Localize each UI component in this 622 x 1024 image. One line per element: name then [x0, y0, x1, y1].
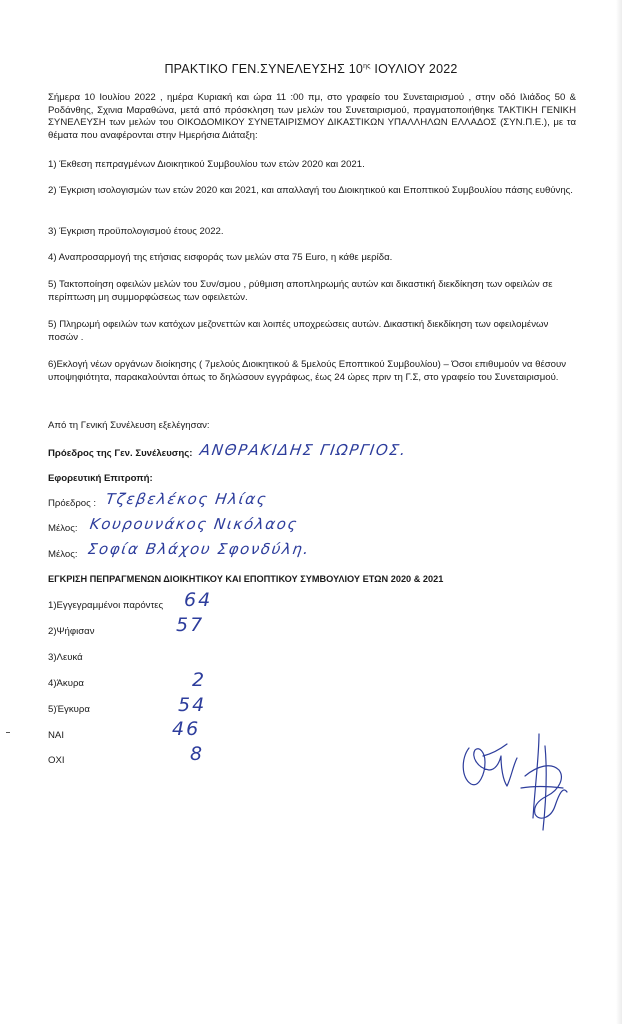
agenda-item-3: 3) Έγκριση προϋπολογισμού έτους 2022.: [48, 226, 224, 237]
vote-label-voted: 2)Ψήφισαν: [48, 626, 95, 637]
agenda-item-1: 1) Έκθεση πεπραγμένων Διοικητικού Συμβουλίου των ετών 2020 και 2021.: [48, 159, 365, 170]
vote-value-valid: 54: [178, 694, 207, 716]
vote-label-invalid: 4)Άκυρα: [48, 678, 84, 689]
vote-label-no: ΟΧΙ: [48, 755, 65, 766]
approval-heading: ΕΓΚΡΙΣΗ ΠΕΠΡΑΓΜΕΝΩΝ ΔΙΟΙΚΗΤΙΚΟΥ ΚΑΙ ΕΠΟΠΤΙΚΟΥ ΣΥΜΒΟΥΛΙΟΥ ΕΤΩΝ 2020 & 2021: [48, 574, 444, 584]
vote-value-no: 8: [190, 743, 205, 765]
title-superscript: ης: [363, 62, 371, 70]
committee-member-1-name-handwritten: Κουρουνάκος Νικόλαος: [88, 515, 300, 533]
committee-president-name-handwritten: Τζεβελέκος Ηλίας: [104, 490, 269, 508]
committee-member-2-name-handwritten: Σοφία Βλάχου Σφονδύλη.: [86, 540, 312, 558]
handwritten-signatures: [455, 726, 585, 836]
agenda-item-6: 6)Εκλογή νέων οργάνων διοίκησης ( 7μελούς Διοικητικού & 5μελούς Εποπτικού Συμβουλίου) – Όσοι επιθυμούν να θέσουν υποψηφιότητα, παρακαλούνται όπως το δηλώσουν εγγράφως, έως 24 ώρες πριν τη Γ.Σ, στο γραφείο του Συνεταιρισμού.: [48, 359, 567, 383]
vote-label-blank: 3)Λευκά: [48, 652, 83, 663]
vote-label-valid: 5)Έγκυρα: [48, 704, 90, 715]
margin-mark: [6, 732, 10, 733]
vote-value-yes: 46: [172, 718, 201, 740]
intro-paragraph: Σήμερα 10 Ιουλίου 2022 , ημέρα Κυριακή και ώρα 11 :00 πμ, στο γραφείο του Συνεταιρισμού , στην οδό Ιλιάδος 50 & Ροδάνθης, Σχινια Μαραθώνα, μετά από πρόσκληση των μελών του Συνεταιρισμού, πραγματοποιήθηκε ΤΑΚΤΙΚΗ ΓΕΝΙΚΗ ΣΥΝΕΛΕΥΣΗ των μελών του ΟΙΚΟΔΟΜΙΚΟΥ ΣΥΝΕΤΑΙΡΙΣΜΟΥ ΔΙΚΑΣΤΙΚΩΝ ΥΠΑΛΛΗΛΩΝ ΕΛΛΑΔΟΣ (ΣΥΝ.Π.Ε.), με τα θέματα που αναφέρονται στην Ημερήσια Διάταξη:: [48, 92, 576, 141]
vote-value-present: 64: [184, 589, 213, 611]
agenda-item-2: 2) Έγκριση ισολογισμών των ετών 2020 και 2021, και απαλλαγή του Διοικητικού και Εποπτικού Συμβουλίου πάσης ευθύνης.: [48, 185, 573, 196]
vote-value-voted: 57: [176, 614, 205, 636]
vote-label-present: 1)Εγγεγραμμένοι παρόντες: [48, 600, 164, 611]
agenda-item-5b: 5) Πληρωμή οφειλών των κατόχων μεζονεττών και λοιπές υποχρεώσεις αυτών. Δικαστική διεκδίκηση των οφειλομένων ποσών .: [48, 319, 549, 343]
elected-intro: Από τη Γενική Συνέλευση εξελέγησαν:: [48, 420, 210, 431]
document-title: [0, 62, 622, 76]
title-main: ΠΡΑΚΤΙΚΟ ΓΕΝ.ΣΥΝΕΛΕΥΣΗΣ 10: [164, 62, 364, 76]
committee-member-2-label: Μέλος:: [48, 549, 78, 560]
chair-name-handwritten: ΑΝΘΡΑΚΙΔΗΣ ΓΙΩΡΓΙΟΣ.: [198, 441, 409, 459]
vote-label-yes: ΝΑΙ: [48, 730, 64, 741]
chair-label: Πρόεδρος της Γεν. Συνέλευσης:: [48, 448, 193, 459]
committee-president-label: Πρόεδρος :: [48, 498, 97, 509]
agenda-item-4: 4) Αναπροσαρμογή της ετήσιας εισφοράς των μελών στα 75 Euro, η κάθε μερίδα.: [48, 252, 393, 263]
committee-member-1-label: Μέλος:: [48, 523, 78, 534]
vote-value-invalid: 2: [192, 669, 207, 691]
title-tail: ΙΟΥΛΙΟΥ 2022: [370, 62, 458, 76]
scan-edge-shadow: [616, 0, 622, 1024]
committee-heading: Εφορευτική Επιτροπή:: [48, 473, 153, 484]
agenda-item-5: 5) Τακτοποίηση οφειλών μελών του Συν/σμου , ρύθμιση αποπληρωμής αυτών και δικαστική διεκδίκηση των οφειλών σε περίπτωση μη συμμορφώσεως των οφειλετών.: [48, 279, 553, 303]
